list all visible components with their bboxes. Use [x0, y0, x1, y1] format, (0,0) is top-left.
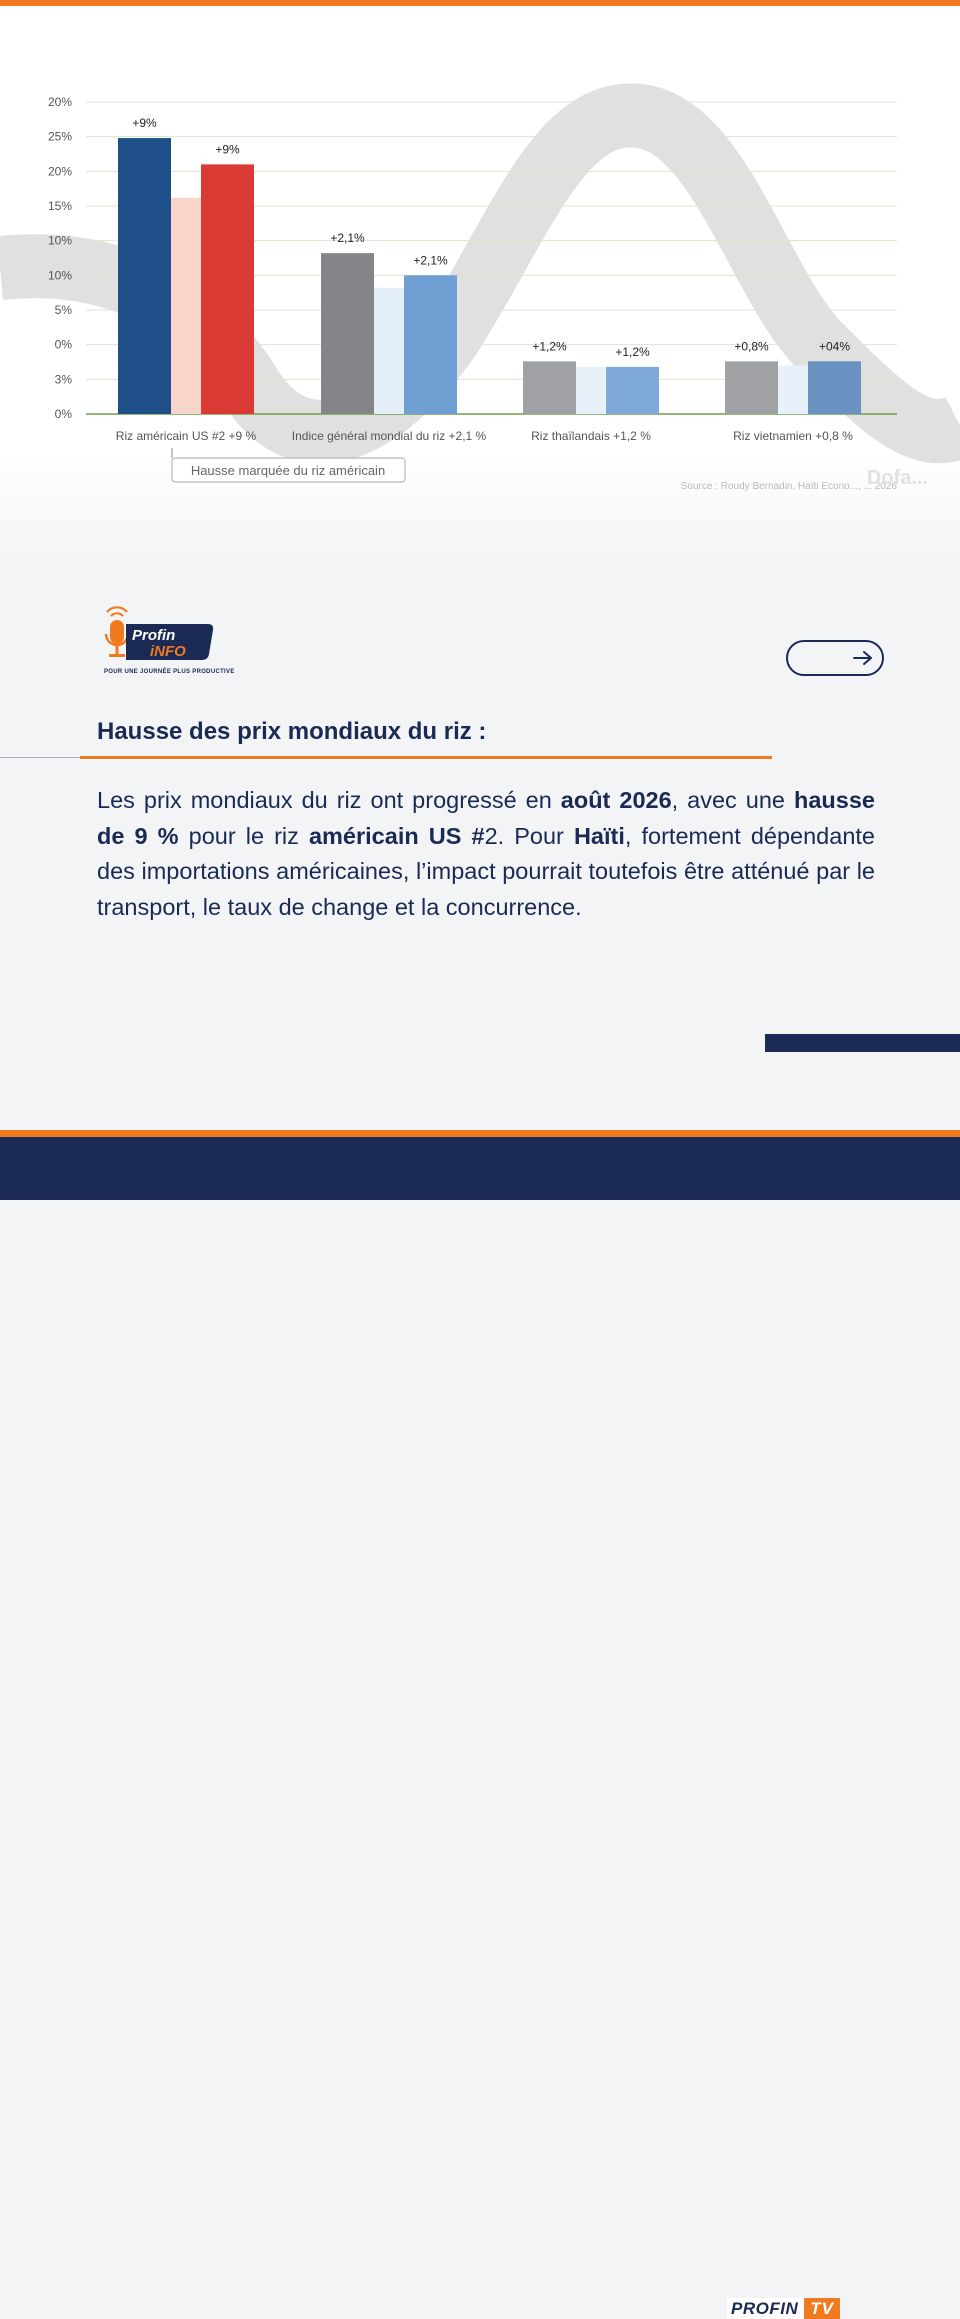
- x-category-label: Riz vietnamien +0,8 %: [733, 429, 853, 443]
- bar-value-label: +2,1%: [330, 231, 365, 246]
- footer-accent-bar: [0, 1130, 960, 1137]
- decorative-bar: [765, 1034, 960, 1052]
- y-tick-label: 10%: [47, 233, 72, 248]
- y-tick-label: 0%: [54, 337, 72, 352]
- bar-value-label: +9%: [132, 116, 157, 131]
- bar-value-label: +04%: [818, 339, 851, 354]
- bar-value-label: +1,2%: [532, 339, 567, 354]
- highlight-date: août 2026: [560, 787, 672, 813]
- text-segment: Les prix mondiaux du riz ont progressé en: [97, 787, 561, 813]
- article-paragraph: [97, 783, 875, 925]
- highlight-increase: hausse de 9 %: [97, 787, 875, 849]
- logo-word-info: iNFO: [150, 643, 186, 660]
- brand-word-profin: PROFIN: [727, 2298, 804, 2319]
- title-underline: [80, 756, 772, 759]
- logo-word-profin: Profin: [132, 627, 176, 644]
- text-segment: , avec une: [671, 787, 794, 813]
- y-tick-label: 25%: [47, 129, 72, 144]
- bar: [725, 361, 778, 414]
- brand-word-tv: TV: [804, 2298, 840, 2319]
- text-segment: 2. Pour: [484, 822, 574, 849]
- bar-value-label: +1,2%: [615, 344, 650, 359]
- y-tick-label: 0%: [54, 407, 72, 421]
- highlight-country: Haïti: [573, 822, 625, 849]
- watermark: Dofa...: [866, 467, 928, 489]
- bar-value-label: +9%: [215, 142, 240, 157]
- y-tick-label: 15%: [47, 199, 72, 213]
- bar: [321, 253, 374, 414]
- chart-area: [0, 6, 960, 566]
- arrow-right-icon: [852, 650, 874, 666]
- bar: [118, 138, 171, 414]
- text-segment: , fortement dépendante des importations américaines, l’impact pourrait toutefois être atténué par le transport, le taux de change et la concurrence.: [97, 822, 875, 920]
- highlight-rice-type: américain US #: [308, 822, 485, 849]
- y-tick-label: 20%: [47, 95, 72, 109]
- next-button[interactable]: [786, 640, 884, 676]
- bar: [606, 367, 659, 414]
- footer: [0, 1137, 960, 2318]
- bar: [523, 361, 576, 414]
- x-category-label: Riz américain US #2 +9 %: [115, 429, 257, 443]
- x-category-label: Indice général mondial du riz +2,1 %: [291, 429, 487, 443]
- y-tick-label: 10%: [47, 268, 72, 283]
- text-segment: pour le riz: [178, 822, 309, 849]
- x-category-label: Riz thaïlandais +1,2 %: [531, 429, 651, 443]
- bar: [808, 361, 861, 414]
- annotation-text: Hausse marquée du riz américain: [190, 463, 386, 478]
- y-tick-label: 3%: [54, 372, 72, 387]
- y-tick-label: 20%: [47, 164, 72, 179]
- bar-value-label: +0,8%: [734, 339, 769, 354]
- bar: [404, 275, 457, 414]
- chart-source: Source : Roudy Bernadin, Haïti Econo..., ... 2026: [680, 481, 897, 492]
- bar: [201, 164, 254, 414]
- page-title: Hausse des prix mondiaux du riz :: [97, 718, 487, 745]
- bar-chart: [0, 6, 960, 566]
- logo-tagline: POUR UNE JOURNÉE PLUS PRODUCTIVE: [104, 669, 235, 675]
- bar-value-label: +2,1%: [413, 253, 448, 268]
- profin-tv-logo: [727, 2298, 840, 2319]
- y-tick-label: 5%: [54, 303, 72, 317]
